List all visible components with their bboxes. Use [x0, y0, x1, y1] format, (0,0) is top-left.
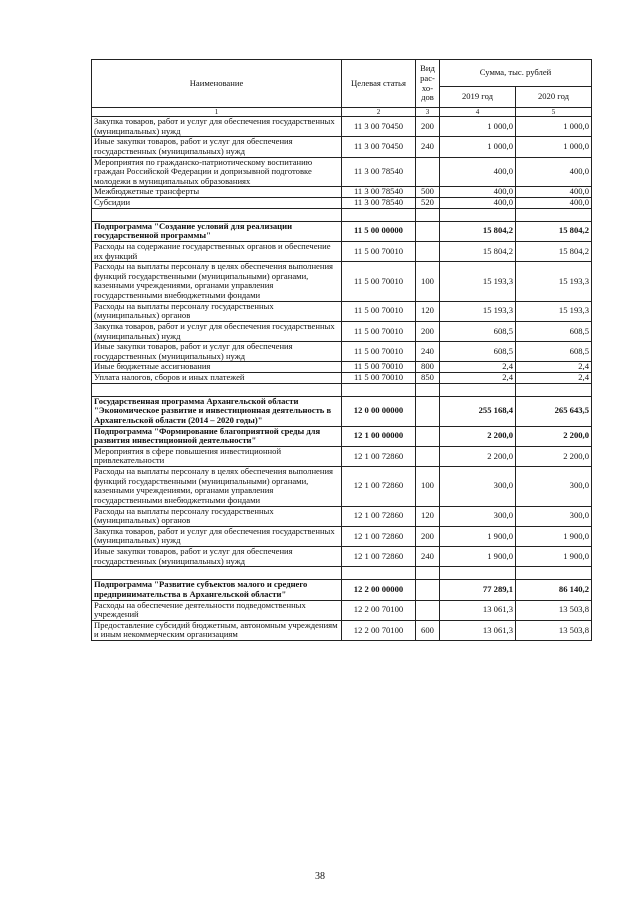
page-number: 38 [315, 871, 325, 882]
amount-2019: 2 200,0 [440, 426, 516, 446]
empty-cell [440, 208, 516, 221]
table-body [92, 117, 592, 641]
row-name: Расходы на содержание государственных органов и обеспечение их функций [92, 241, 342, 261]
amount-2019: 300,0 [440, 506, 516, 526]
expense-kind: 200 [416, 117, 440, 137]
row-name: Межбюджетные трансферты [92, 187, 342, 198]
expense-kind [416, 241, 440, 261]
empty-cell [516, 567, 592, 580]
expense-kind [416, 221, 440, 241]
table-row [92, 580, 592, 600]
table-row [92, 467, 592, 507]
target-code: 11 3 00 78540 [342, 157, 416, 187]
target-code: 11 5 00 70010 [342, 241, 416, 261]
row-name: Уплата налогов, сборов и иных платежей [92, 373, 342, 384]
row-name: Мероприятия по гражданско-патриотическому воспитанию граждан Российской Федерации и допризывной подготовке молодежи в муниципальных образованиях [92, 157, 342, 187]
expense-kind: 520 [416, 198, 440, 209]
empty-cell [416, 567, 440, 580]
expense-kind: 100 [416, 262, 440, 302]
row-name: Подпрограмма "Формирование благоприятной среды для развития инвестиционной деятельности" [92, 426, 342, 446]
amount-2020: 13 503,8 [516, 600, 592, 620]
row-name: Подпрограмма "Развитие субъектов малого и среднего предпринимательства в Архангельской области" [92, 580, 342, 600]
target-code: 11 5 00 70010 [342, 262, 416, 302]
amount-2020: 300,0 [516, 506, 592, 526]
table-row [92, 396, 592, 426]
expense-kind [416, 580, 440, 600]
empty-cell [416, 383, 440, 396]
empty-cell [92, 383, 342, 396]
row-name: Иные закупки товаров, работ и услуг для обеспечения государственных (муниципальных) нужд [92, 137, 342, 157]
header-name: Наименование [92, 60, 342, 108]
column-number: 1 [92, 108, 342, 117]
table-row [92, 426, 592, 446]
expense-kind [416, 426, 440, 446]
row-name: Расходы на выплаты персоналу государственных (муниципальных) органов [92, 301, 342, 321]
expense-kind [416, 600, 440, 620]
target-code: 11 5 00 70010 [342, 321, 416, 341]
table-row [92, 446, 592, 466]
amount-2020: 1 000,0 [516, 117, 592, 137]
header-kind: Вид рас-хо-дов [416, 60, 440, 108]
table-header [92, 60, 592, 117]
row-name: Закупка товаров, работ и услуг для обеспечения государственных (муниципальных) нужд [92, 117, 342, 137]
table-row [92, 157, 592, 187]
expense-kind: 100 [416, 467, 440, 507]
table-row [92, 301, 592, 321]
expense-kind [416, 446, 440, 466]
empty-cell [516, 208, 592, 221]
target-code: 11 3 00 78540 [342, 198, 416, 209]
target-code: 12 1 00 72860 [342, 467, 416, 507]
amount-2020: 300,0 [516, 467, 592, 507]
amount-2019: 15 193,3 [440, 262, 516, 302]
amount-2020: 1 900,0 [516, 526, 592, 546]
spacer-row [92, 567, 592, 580]
table-row [92, 547, 592, 567]
column-number: 2 [342, 108, 416, 117]
amount-2019: 13 061,3 [440, 600, 516, 620]
empty-cell [416, 208, 440, 221]
target-code: 12 1 00 72860 [342, 547, 416, 567]
column-number: 4 [440, 108, 516, 117]
target-code: 12 2 00 70100 [342, 620, 416, 640]
amount-2020: 15 804,2 [516, 241, 592, 261]
amount-2020: 15 193,3 [516, 301, 592, 321]
table-row [92, 342, 592, 362]
empty-cell [440, 383, 516, 396]
row-name: Подпрограмма "Создание условий для реализации государственной программы" [92, 221, 342, 241]
amount-2019: 400,0 [440, 157, 516, 187]
amount-2019: 15 804,2 [440, 241, 516, 261]
target-code: 11 5 00 00000 [342, 221, 416, 241]
table-row [92, 198, 592, 209]
row-name: Расходы на выплаты персоналу государственных (муниципальных) органов [92, 506, 342, 526]
amount-2020: 608,5 [516, 342, 592, 362]
amount-2020: 2,4 [516, 373, 592, 384]
amount-2020: 15 804,2 [516, 221, 592, 241]
expense-kind: 500 [416, 187, 440, 198]
target-code: 11 5 00 70010 [342, 373, 416, 384]
table-row [92, 262, 592, 302]
amount-2020: 86 140,2 [516, 580, 592, 600]
table-row [92, 221, 592, 241]
amount-2019: 2,4 [440, 373, 516, 384]
spacer-row [92, 383, 592, 396]
table-row [92, 362, 592, 373]
target-code: 11 5 00 70010 [342, 362, 416, 373]
table-row [92, 117, 592, 137]
target-code: 12 1 00 00000 [342, 426, 416, 446]
amount-2019: 1 900,0 [440, 526, 516, 546]
header-sum: Сумма, тыс. рублей [440, 60, 592, 87]
expense-kind: 200 [416, 526, 440, 546]
amount-2019: 13 061,3 [440, 620, 516, 640]
empty-cell [92, 208, 342, 221]
target-code: 12 0 00 00000 [342, 396, 416, 426]
amount-2019: 608,5 [440, 321, 516, 341]
row-name: Государственная программа Архангельской области "Экономическое развитие и инвестиционная деятельность в Архангельской области (2014 – 2020 годы)" [92, 396, 342, 426]
table-row [92, 321, 592, 341]
empty-cell [342, 383, 416, 396]
budget-table [91, 59, 592, 641]
row-name: Расходы на обеспечение деятельности подведомственных учреждений [92, 600, 342, 620]
amount-2020: 400,0 [516, 187, 592, 198]
row-name: Иные закупки товаров, работ и услуг для обеспечения государственных (муниципальных) нужд [92, 342, 342, 362]
column-number: 5 [516, 108, 592, 117]
row-name: Иные бюджетные ассигнования [92, 362, 342, 373]
amount-2019: 77 289,1 [440, 580, 516, 600]
target-code: 12 1 00 72860 [342, 506, 416, 526]
amount-2019: 400,0 [440, 198, 516, 209]
row-name: Расходы на выплаты персоналу в целях обеспечения выполнения функций государственными (муниципальными) органами, казенными учреждениями, органами управления государственными внебюджетными фондами [92, 262, 342, 302]
table-row [92, 137, 592, 157]
expense-kind: 120 [416, 301, 440, 321]
target-code: 12 1 00 72860 [342, 446, 416, 466]
amount-2019: 400,0 [440, 187, 516, 198]
amount-2020: 1 900,0 [516, 547, 592, 567]
expense-kind: 200 [416, 321, 440, 341]
expense-kind: 240 [416, 137, 440, 157]
target-code: 12 2 00 70100 [342, 600, 416, 620]
amount-2019: 2,4 [440, 362, 516, 373]
target-code: 11 5 00 70010 [342, 342, 416, 362]
table-row [92, 241, 592, 261]
empty-cell [92, 567, 342, 580]
amount-2020: 400,0 [516, 198, 592, 209]
expense-kind: 120 [416, 506, 440, 526]
amount-2020: 608,5 [516, 321, 592, 341]
expense-kind: 240 [416, 342, 440, 362]
expense-kind [416, 157, 440, 187]
table-row [92, 600, 592, 620]
target-code: 11 5 00 70010 [342, 301, 416, 321]
expense-kind: 850 [416, 373, 440, 384]
target-code: 11 3 00 70450 [342, 137, 416, 157]
amount-2019: 300,0 [440, 467, 516, 507]
amount-2020: 400,0 [516, 157, 592, 187]
expense-kind: 800 [416, 362, 440, 373]
row-name: Субсидии [92, 198, 342, 209]
empty-cell [440, 567, 516, 580]
row-name: Закупка товаров, работ и услуг для обеспечения государственных (муниципальных) нужд [92, 321, 342, 341]
amount-2019: 1 900,0 [440, 547, 516, 567]
amount-2020: 15 193,3 [516, 262, 592, 302]
expense-kind: 240 [416, 547, 440, 567]
amount-2020: 1 000,0 [516, 137, 592, 157]
row-name: Закупка товаров, работ и услуг для обеспечения государственных (муниципальных) нужд [92, 526, 342, 546]
row-name: Мероприятия в сфере повышения инвестиционной привлекательности [92, 446, 342, 466]
amount-2019: 15 193,3 [440, 301, 516, 321]
target-code: 12 2 00 00000 [342, 580, 416, 600]
column-number-row [92, 108, 592, 117]
row-name: Иные закупки товаров, работ и услуг для обеспечения государственных (муниципальных) нужд [92, 547, 342, 567]
table-row [92, 373, 592, 384]
table-row [92, 506, 592, 526]
table-row [92, 526, 592, 546]
amount-2020: 265 643,5 [516, 396, 592, 426]
spacer-row [92, 208, 592, 221]
row-name: Расходы на выплаты персоналу в целях обеспечения выполнения функций государственными (муниципальными) органами, казенными учреждениями, органами управления государственными внебюджетными фондами [92, 467, 342, 507]
target-code: 11 3 00 70450 [342, 117, 416, 137]
amount-2019: 15 804,2 [440, 221, 516, 241]
empty-cell [516, 383, 592, 396]
expense-kind: 600 [416, 620, 440, 640]
header-year-2020: 2020 год [516, 87, 592, 108]
header-target: Целевая статья [342, 60, 416, 108]
amount-2020: 2,4 [516, 362, 592, 373]
amount-2019: 1 000,0 [440, 117, 516, 137]
column-number: 3 [416, 108, 440, 117]
empty-cell [342, 567, 416, 580]
amount-2019: 2 200,0 [440, 446, 516, 466]
amount-2019: 255 168,4 [440, 396, 516, 426]
amount-2020: 2 200,0 [516, 426, 592, 446]
empty-cell [342, 208, 416, 221]
row-name: Предоставление субсидий бюджетным, автономным учреждениям и иным некоммерческим организациям [92, 620, 342, 640]
amount-2019: 1 000,0 [440, 137, 516, 157]
header-year-2019: 2019 год [440, 87, 516, 108]
target-code: 12 1 00 72860 [342, 526, 416, 546]
table-row [92, 620, 592, 640]
amount-2019: 608,5 [440, 342, 516, 362]
amount-2020: 13 503,8 [516, 620, 592, 640]
target-code: 11 3 00 78540 [342, 187, 416, 198]
expense-kind [416, 396, 440, 426]
table-row [92, 187, 592, 198]
amount-2020: 2 200,0 [516, 446, 592, 466]
